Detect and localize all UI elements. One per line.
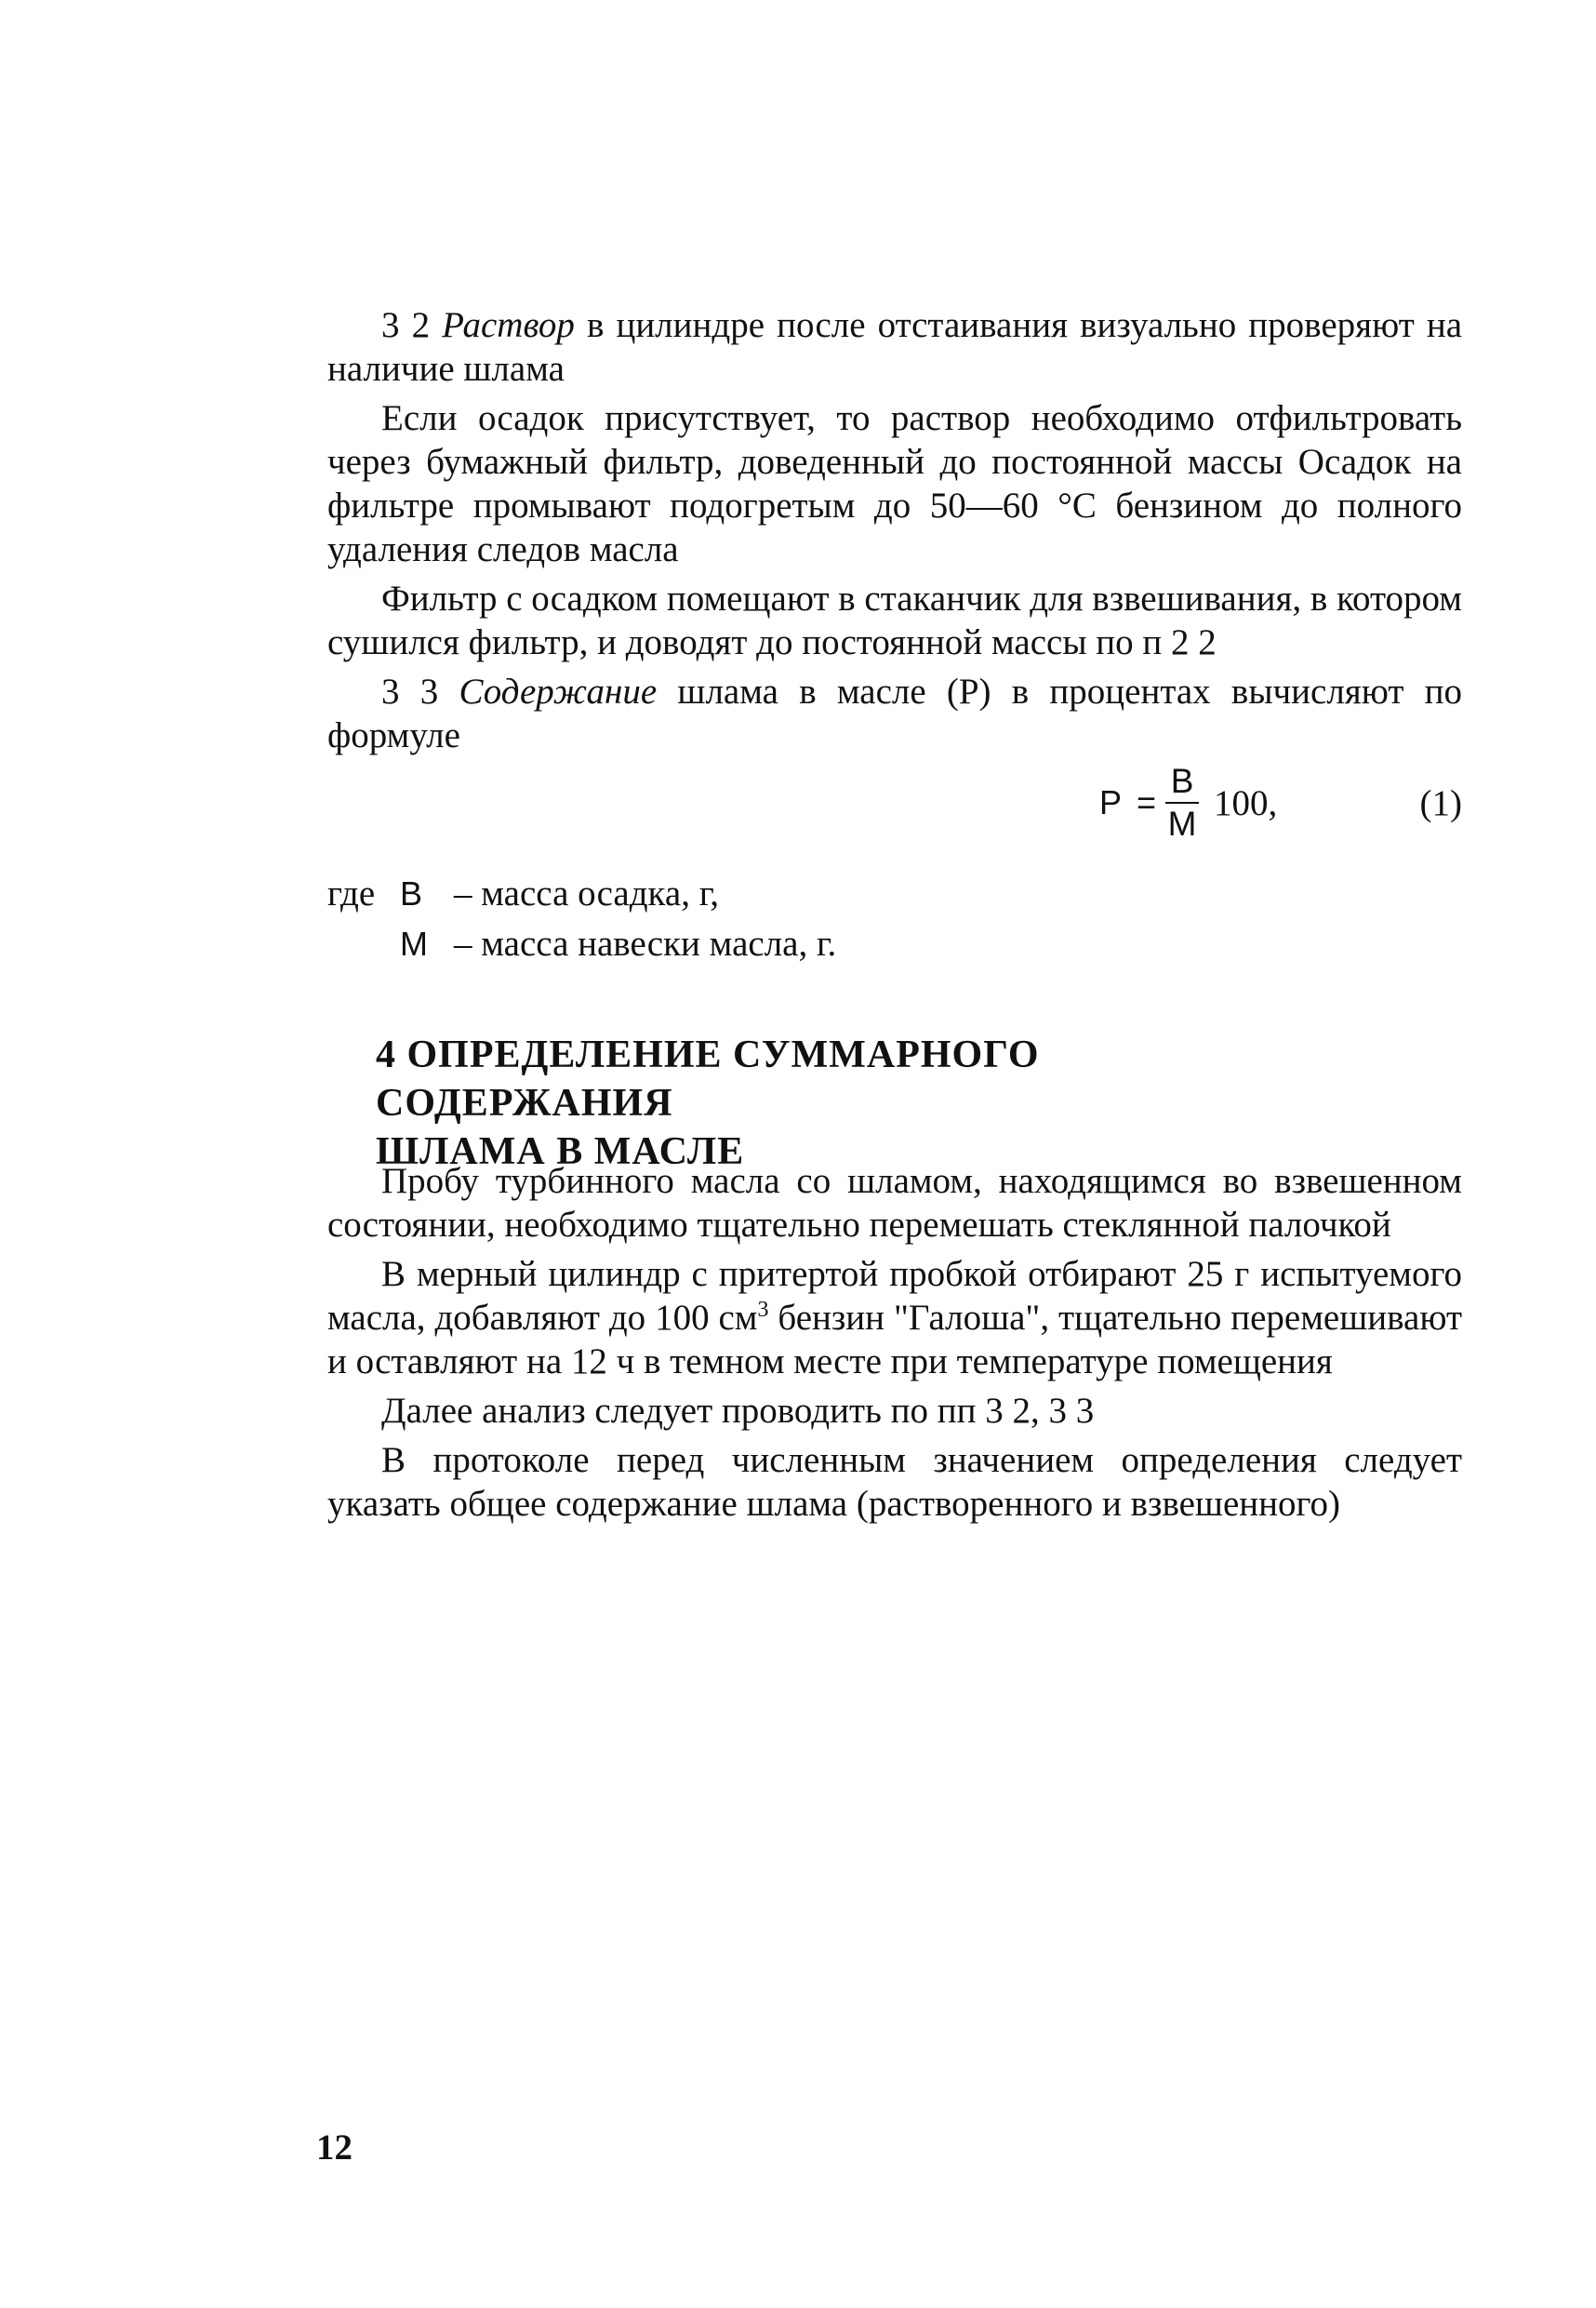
legend-text: – масса осадка, г, (454, 874, 720, 914)
legend-symbol: В (400, 874, 423, 913)
legend-symbol: М (400, 925, 428, 963)
page-number: 12 (316, 2128, 352, 2168)
formula-fraction (1165, 761, 1199, 845)
paragraph-analysis: Далее анализ следует проводить по пп 3 2, 3 3 (381, 1391, 1095, 1431)
clause-term-soderzhanie: Содержание (459, 672, 658, 712)
formula-1 (327, 752, 1462, 854)
where-word: где (327, 874, 376, 914)
paragraph-3-2 (327, 303, 1462, 391)
legend-row (327, 869, 1462, 919)
variable-legend (327, 869, 1462, 969)
paragraph-filter: Если осадок присутствует, то раствор необходимо отфильтровать через бумажный фильтр, доведенный до постоянной массы Осадок на фильтре промывают подогретым до 50—60 °С бензином до полного удаления следов масла (327, 398, 1462, 569)
clause-number-3-2: 3 2 (381, 305, 431, 345)
section-4-heading (376, 1031, 1306, 1176)
heading-line-2: ШЛАМА В МАСЛЕ (376, 1130, 745, 1173)
formula-lhs: P (1099, 783, 1123, 821)
paragraph-3-3-text: шлама в масле (Р) в процентах вычисляют по формуле (327, 672, 1462, 755)
formula-number: (1) (1419, 782, 1462, 823)
formula-equals: = (1137, 783, 1157, 821)
paragraph-drying: Фильтр с осадком помещают в стаканчик для взвешивания, в котором сушился фильтр, и доводят до постоянной массы по п 2 2 (327, 579, 1462, 662)
section-4-text (327, 1159, 1462, 1531)
paragraph-sample: Пробу турбинного масла со шламом, находящимся во взвешенном состоянии, необходимо тщательно перемешать стеклянной палочкой (327, 1161, 1462, 1245)
formula-expression (1099, 752, 1277, 854)
section-3-text (327, 303, 1462, 763)
heading-line-1: 4 ОПРЕДЕЛЕНИЕ СУММАРНОГО СОДЕРЖАНИЯ (376, 1034, 1040, 1125)
paragraph-3-3 (327, 670, 1462, 757)
paragraph-3-2-text: в цилиндре после отстаивания визуально проверяют на наличие шлама (327, 305, 1463, 389)
legend-row (327, 919, 1462, 969)
legend-text: – масса навески масла, г. (454, 924, 837, 964)
paragraph-cylinder: В мерный цилиндр с притертой пробкой отбирают 25 г испытуемого масла, добавляют до 100 $см^3$ бензин "Галоша", тщательно перемешивают и оставляют на 12 ч в темном месте при температуре помещения (327, 1254, 1462, 1381)
paragraph-protocol: В протоколе перед численным значением определения следует указать общее содержание шлама (растворенного и взвешенного) (327, 1440, 1462, 1524)
clause-term-rastvor: Раствор (442, 305, 575, 345)
formula-denominator: M (1167, 805, 1197, 843)
formula-numerator: B (1170, 762, 1194, 800)
clause-number-3-3: 3 3 (381, 672, 439, 712)
formula-rhs: 100, (1214, 782, 1278, 823)
superscript-3: 3 (757, 1298, 769, 1322)
